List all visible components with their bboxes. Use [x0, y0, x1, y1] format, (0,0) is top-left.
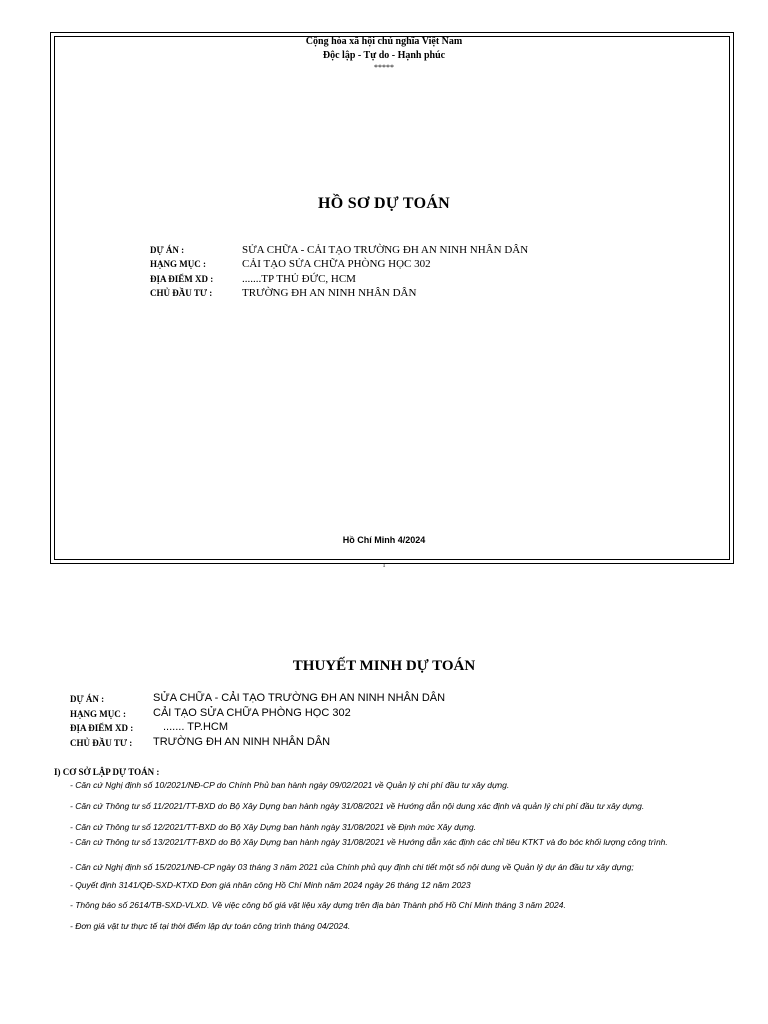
motto-header: Độc lập - Tự do - Hạnh phúc — [322, 50, 446, 61]
basis-item: - Thông báo số 2614/TB-SXD-VLXD. Về việc công bố giá vật liệu xây dựng trên địa bàn Thành phố Hồ Chí Minh tháng 3 năm 2024. — [70, 900, 566, 910]
info-label: CHỦ ĐẦU TƯ : — [70, 738, 133, 748]
info-label: DỰ ÁN : — [70, 694, 105, 704]
info-label: CHỦ ĐẦU TƯ : — [150, 288, 213, 298]
cover-title: HỒ SƠ DỰ TOÁN — [317, 195, 451, 212]
cover-date: Hồ Chí Minh 4/2024 — [342, 535, 426, 545]
info-value: CẢI TẠO SỬA CHỮA PHÒNG HỌC 302 — [153, 707, 351, 719]
info-value: .......TP THỦ ĐỨC, HCM — [242, 273, 356, 285]
info-label: ĐỊA ĐIỂM XD : — [70, 723, 134, 733]
info-value: CẢI TẠO SỬA CHỮA PHÒNG HỌC 302 — [242, 258, 431, 270]
basis-item: - Căn cứ Thông tư số 13/2021/TT-BXD do Bộ Xây Dựng ban hành ngày 31/08/2021 về Hướng dẫn xác định các chỉ tiêu KTKT và đo bóc khối lượng công trình. — [70, 837, 668, 847]
info-value: TRƯỜNG ĐH AN NINH NHÂN DÂN — [242, 287, 417, 299]
explanation-title: THUYẾT MINH DỰ TOÁN — [292, 658, 476, 674]
basis-heading: I) CƠ SỞ LẬP DỰ TOÁN : — [54, 767, 160, 777]
basis-item: - Đơn giá vật tư thực tế tại thời điểm lập dự toán công trình tháng 04/2024. — [70, 921, 351, 931]
basis-item: - Căn cứ Thông tư số 11/2021/TT-BXD do Bộ Xây Dựng ban hành ngày 31/08/2021 về Hướng dẫn nội dung xác định và quản lý chi phí đầu tư xây dựng. — [70, 801, 645, 811]
info-value: ....... TP.HCM — [163, 721, 228, 733]
header-stars: ***** — [374, 63, 394, 72]
basis-item: - Căn cứ Nghị định số 15/2021/NĐ-CP ngày 03 tháng 3 năm 2021 của Chính phủ quy định chi tiết một số nội dung về Quản lý dự án đầu tư xây dựng; — [70, 862, 634, 872]
info-value: SỬA CHỮA - CẢI TẠO TRƯỜNG ĐH AN NINH NHÂN DÂN — [153, 692, 446, 704]
info-label: HẠNG MỤC : — [70, 709, 126, 719]
info-label: ĐỊA ĐIỂM XD : — [150, 274, 214, 284]
info-value: TRƯỜNG ĐH AN NINH NHÂN DÂN — [153, 736, 331, 748]
nation-header: Cộng hòa xã hội chủ nghĩa Việt Nam — [305, 36, 463, 47]
basis-item: - Quyết định 3141/QĐ-SXD-KTXD Đơn giá nhân công Hồ Chí Minh năm 2024 ngày 26 tháng 12 năm 2023 — [70, 880, 471, 890]
info-label: HẠNG MỤC : — [150, 259, 206, 269]
page-number: 1 — [382, 563, 386, 569]
info-label: DỰ ÁN : — [150, 245, 185, 255]
basis-item: - Căn cứ Thông tư số 12/2021/TT-BXD do Bộ Xây Dựng ban hành ngày 31/08/2021 về Định mức Xây dựng. — [70, 822, 477, 832]
info-value: SỬA CHỮA - CẢI TẠO TRƯỜNG ĐH AN NINH NHÂN DÂN — [242, 244, 529, 256]
basis-item: - Căn cứ Nghị định số 10/2021/NĐ-CP do Chính Phủ ban hành ngày 09/02/2021 về Quản lý chi phí đầu tư xây dựng. — [70, 780, 510, 790]
